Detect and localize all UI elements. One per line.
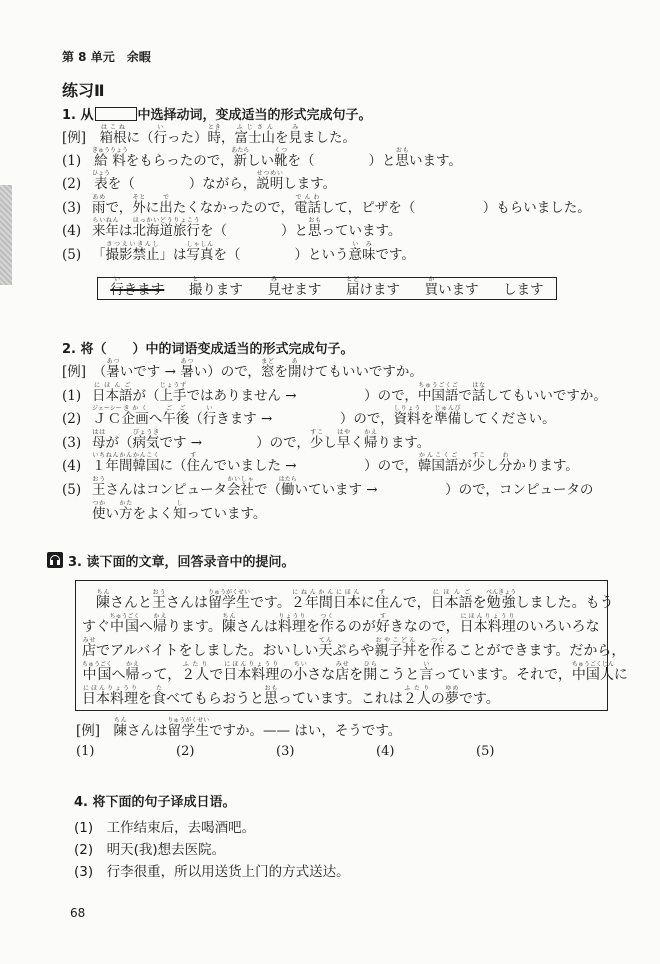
answer-option: (5) bbox=[476, 744, 495, 759]
q3-heading: 3. 读下面的文章，回答录音中的提问。 bbox=[68, 555, 295, 570]
furigana-word: 知し bbox=[173, 500, 187, 522]
verb-choice: 見みせます bbox=[267, 276, 322, 298]
item-number: (5) bbox=[62, 247, 82, 263]
section-title: 练习Ⅱ bbox=[62, 81, 105, 100]
furigana-word: 料理りょうり bbox=[277, 613, 306, 635]
q1-heading-suffix: 中选择动词，变成适当的形式完成句子。 bbox=[137, 108, 372, 123]
furigana-word: 王おう bbox=[92, 476, 106, 498]
furigana-word: 親子丼おやこどん bbox=[374, 637, 417, 659]
q4-heading: 4. 将下面的句子译成日语。 bbox=[74, 795, 236, 810]
furigana-word: 作つく bbox=[430, 637, 445, 659]
passage-line: 中国ちゅうごくへ帰かえって，２人ふたりで日本料理にほんりょうりの小ちいさな店みせを開ひらこうと言いっています。それで，中国人ちゅうごくじんに bbox=[82, 661, 628, 683]
furigana-word: 小ちい bbox=[293, 661, 308, 683]
passage-line: すぐ中国ちゅうごくへ帰かえります。陳ちんさんは料理りょうりを作つくるのが好すきなので，日本料理にほんりょうりのいろいろな bbox=[82, 613, 600, 635]
item-number: (3) bbox=[62, 435, 82, 451]
furigana-word: 思おも bbox=[308, 217, 322, 239]
furigana-word: 話はな bbox=[471, 382, 486, 404]
furigana-word: 中国ちゅうごく bbox=[109, 613, 140, 635]
item-number: (1) bbox=[62, 153, 82, 169]
q2-item: (5) 王おうさんはコンピュータ会社かいしゃで（働はたらいています → ）ので，コンピュータの bbox=[62, 476, 593, 503]
furigana-word: 来年らいねん bbox=[92, 217, 119, 239]
furigana-word: 帰かえ bbox=[363, 429, 378, 451]
furigana-word: 好す bbox=[375, 613, 390, 635]
item-number: (5) bbox=[62, 482, 82, 498]
furigana-word: 陳ちん bbox=[113, 717, 128, 739]
chapter-tab-marker bbox=[0, 185, 12, 285]
reading-passage-box bbox=[75, 580, 628, 711]
furigana-word: ＪＣジェーシー bbox=[92, 405, 122, 427]
furigana-word: 行い bbox=[153, 124, 168, 146]
furigana-word: 早はや bbox=[336, 429, 351, 451]
q1-heading-prefix: 1. 从 bbox=[62, 108, 94, 123]
q1-heading bbox=[62, 104, 372, 123]
furigana-word: 勉強べんきょう bbox=[486, 589, 517, 611]
passage-line: 陳ちんさんと王おうさんは留学生りゅうがくせいです。２年間日本にねんかんにほんに住すんで，日本語にほんごを勉強べんきょうしました。もう bbox=[96, 589, 614, 611]
furigana-word: 表ひょう bbox=[92, 170, 111, 192]
furigana-word: 会社かいしゃ bbox=[227, 476, 254, 498]
item-number: (2) bbox=[62, 176, 82, 192]
furigana-word: 王おう bbox=[152, 589, 166, 611]
item-number: (4) bbox=[62, 223, 82, 239]
furigana-word: 方かた bbox=[119, 500, 133, 522]
furigana-word: 分わ bbox=[498, 452, 513, 474]
q2-item: (3) 母ははが（病気びょうきです → ）ので，少すこし早はやく帰かえります。 bbox=[62, 429, 430, 456]
furigana-word: 日本料理にほんりょうり bbox=[459, 613, 516, 635]
furigana-word: 陳ちん bbox=[221, 613, 236, 635]
furigana-word: 企画きかく bbox=[121, 405, 149, 427]
q1-heading-box bbox=[95, 107, 137, 121]
furigana-word: 店みせ bbox=[335, 661, 350, 683]
furigana-word: 天てん bbox=[318, 637, 333, 659]
furigana-word: 届とど bbox=[346, 276, 360, 298]
furigana-word: 行い bbox=[110, 276, 124, 298]
furigana-word: 留学生りゅうがくせい bbox=[167, 717, 210, 739]
furigana-word: 新あたら bbox=[231, 147, 250, 169]
passage-line: 店みせでアルバイトをしました。おいしい天てんぷらや親子丼おやこどんを作つくることができます。だから， bbox=[82, 637, 626, 659]
answer-option: (3) bbox=[276, 744, 295, 759]
furigana-word: 北海道旅行ほっかいどうりょこう bbox=[132, 217, 200, 239]
furigana-word: 給料きゅうりょう bbox=[92, 147, 129, 169]
furigana-word: 行い bbox=[202, 405, 217, 427]
furigana-word: 留学生りゅうがくせい bbox=[208, 589, 251, 611]
furigana-word: 資料しりょう bbox=[393, 405, 421, 427]
furigana-word: 思おも bbox=[395, 147, 409, 169]
furigana-word: 箱根はこね bbox=[99, 124, 127, 146]
verb-choice-box bbox=[97, 277, 557, 300]
furigana-word: １年間韓国いちねんかんかんこく bbox=[92, 452, 160, 474]
item-number: (2) bbox=[62, 411, 82, 427]
furigana-word: 日本料理にほんりょうり bbox=[82, 685, 138, 707]
furigana-word: 買か bbox=[424, 276, 439, 298]
q2-item: (4) １年間韓国いちねんかんかんこくに（住すんでいました → ）ので，韓国語かんこくごが少すこし分わかります。 bbox=[62, 452, 579, 479]
furigana-word: ２人ふたり bbox=[181, 661, 210, 683]
furigana-word: 言い bbox=[419, 661, 434, 683]
answer-option: (1) bbox=[76, 744, 95, 759]
item-number: (4) bbox=[62, 458, 82, 474]
furigana-word: 夢ゆめ bbox=[444, 685, 459, 707]
furigana-word: 帰かえ bbox=[153, 613, 168, 635]
item-number: (1) bbox=[62, 388, 82, 404]
furigana-word: 韓国語かんこくご bbox=[417, 452, 459, 474]
furigana-word: 思おも bbox=[264, 685, 278, 707]
q4-item: (1) 工作结束后，去喝酒吧。 bbox=[74, 820, 256, 836]
furigana-word: 日本語にほんご bbox=[92, 382, 133, 404]
q1-item: (2) 表ひょうを（ ）ながら，説明せつめいします。 bbox=[62, 170, 336, 197]
furigana-word: 住す bbox=[186, 452, 200, 474]
furigana-word: 見み bbox=[288, 124, 303, 146]
q1-item: (5) 「撮影禁止さつえいきんし」は写真しゃしんを（ ）という意味いみです。 bbox=[62, 241, 415, 268]
furigana-word: 母はは bbox=[92, 429, 106, 451]
furigana-word: 出で bbox=[159, 194, 173, 216]
furigana-word: 開ひら bbox=[363, 661, 378, 683]
furigana-word: 写真しゃしん bbox=[186, 241, 214, 263]
answer-option: (2) bbox=[176, 744, 195, 759]
furigana-word: 窓まど bbox=[260, 358, 275, 380]
furigana-word: 日本料理にほんりょうり bbox=[223, 661, 280, 683]
furigana-word: 少すこ bbox=[309, 429, 324, 451]
furigana-word: 開あ bbox=[287, 358, 302, 380]
furigana-word: 撮と bbox=[188, 276, 203, 298]
furigana-word: 準備じゅんび bbox=[434, 405, 462, 427]
furigana-word: 中国語ちゅうごくご bbox=[417, 382, 459, 404]
furigana-word: 暑あつ bbox=[106, 358, 120, 380]
furigana-word: 外そと bbox=[132, 194, 146, 216]
furigana-word: 病気びょうき bbox=[132, 429, 160, 451]
headphone-icon bbox=[47, 552, 63, 568]
furigana-word: 食た bbox=[152, 685, 166, 707]
furigana-word: 意味いみ bbox=[348, 241, 376, 263]
verb-choice: します bbox=[503, 282, 544, 298]
furigana-word: 使つか bbox=[92, 500, 106, 522]
furigana-word: 働はたら bbox=[278, 476, 297, 498]
q1-example: [例] 箱根はこねに（行いった）時とき，富士山ふじさんを見みました。 bbox=[62, 124, 357, 146]
furigana-word: 店みせ bbox=[82, 637, 96, 659]
furigana-word: 中国人ちゅうごくじん bbox=[571, 661, 614, 683]
q4-item: (2) 明天(我)想去医院。 bbox=[74, 842, 226, 858]
q1-item: (4) 来年らいねんは北海道旅行ほっかいどうりょこうを（ ）と思おもっています。 bbox=[62, 217, 401, 244]
verb-choice-used: 行いきます bbox=[110, 276, 165, 298]
furigana-word: 中国ちゅうごく bbox=[82, 661, 113, 683]
q2-heading: 2. 将（ ）中的词语变成适当的形式完成句子。 bbox=[62, 342, 354, 357]
furigana-word: 靴くつ bbox=[274, 147, 288, 169]
furigana-word: 上手じょうず bbox=[159, 382, 187, 404]
passage-line: 日本料理にほんりょうりを食たべてもらおうと思おもっています。これは２人ふたりの夢ゆめです。 bbox=[82, 685, 500, 707]
furigana-word: 電話でんわ bbox=[293, 194, 321, 216]
verb-choice: 撮とります bbox=[188, 276, 243, 298]
answer-option: (4) bbox=[376, 744, 395, 759]
q3-example: [例] 陳ちんさんは留学生りゅうがくせいですか。—— はい，そうです。 bbox=[76, 717, 402, 739]
furigana-word: 暑あつ bbox=[180, 358, 194, 380]
furigana-word: 帰かえ bbox=[125, 661, 140, 683]
furigana-word: ２人ふたり bbox=[402, 685, 431, 707]
furigana-word: 陳ちん bbox=[96, 589, 110, 611]
q2-item5-continuation: 使つかい方かたをよく知しっています。 bbox=[92, 500, 267, 522]
furigana-word: 雨あめ bbox=[92, 194, 106, 216]
furigana-word: 住す bbox=[374, 589, 389, 611]
q2-example: [例] （暑あついです → 暑あつい）ので，窓まどを開あけてもいいですか。 bbox=[62, 358, 423, 380]
furigana-word: 撮影禁止さつえいきんし bbox=[105, 241, 160, 263]
verb-choice: 買かいます bbox=[424, 276, 479, 298]
furigana-word: 日本語にほんご bbox=[430, 589, 473, 611]
furigana-word: 時とき bbox=[207, 124, 222, 146]
page-number: 68 bbox=[70, 906, 86, 920]
furigana-word: 少すこ bbox=[471, 452, 486, 474]
furigana-word: 説明せつめい bbox=[256, 170, 284, 192]
q2-item: (2) ＪＣジェーシー企画きかくへ午後ごご（行いきます → ）ので，資料しりょうを準備じゅんびしてください。 bbox=[62, 405, 556, 432]
q3-answer-options bbox=[76, 744, 576, 759]
q2-item: (1) 日本語にほんごが（上手じょうずではありません → ）ので，中国語ちゅうごくごで話はなしてもいいですか。 bbox=[62, 382, 607, 409]
furigana-word: 富士山ふじさん bbox=[234, 124, 276, 146]
furigana-word: 午後ごご bbox=[162, 405, 190, 427]
furigana-word: 作つく bbox=[319, 613, 334, 635]
q1-item: (1) 給料きゅうりょうをもらったので，新あたらしい靴くつを（ ）と思おもいます。 bbox=[62, 147, 462, 174]
q4-item: (3) 行李很重，所以用送货上门的方式送达。 bbox=[74, 864, 350, 880]
verb-choice: 届とどけます bbox=[346, 276, 401, 298]
furigana-word: ２年間日本にねんかんにほん bbox=[290, 589, 361, 611]
q1-item: (3) 雨あめで，外そとに出でたくなかったので，電話でんわして，ピザを（ ）もらいました。 bbox=[62, 194, 591, 221]
furigana-word: 見み bbox=[267, 276, 281, 298]
unit-header: 第 8 单元 余暇 bbox=[62, 50, 151, 64]
item-number: (3) bbox=[62, 200, 82, 216]
